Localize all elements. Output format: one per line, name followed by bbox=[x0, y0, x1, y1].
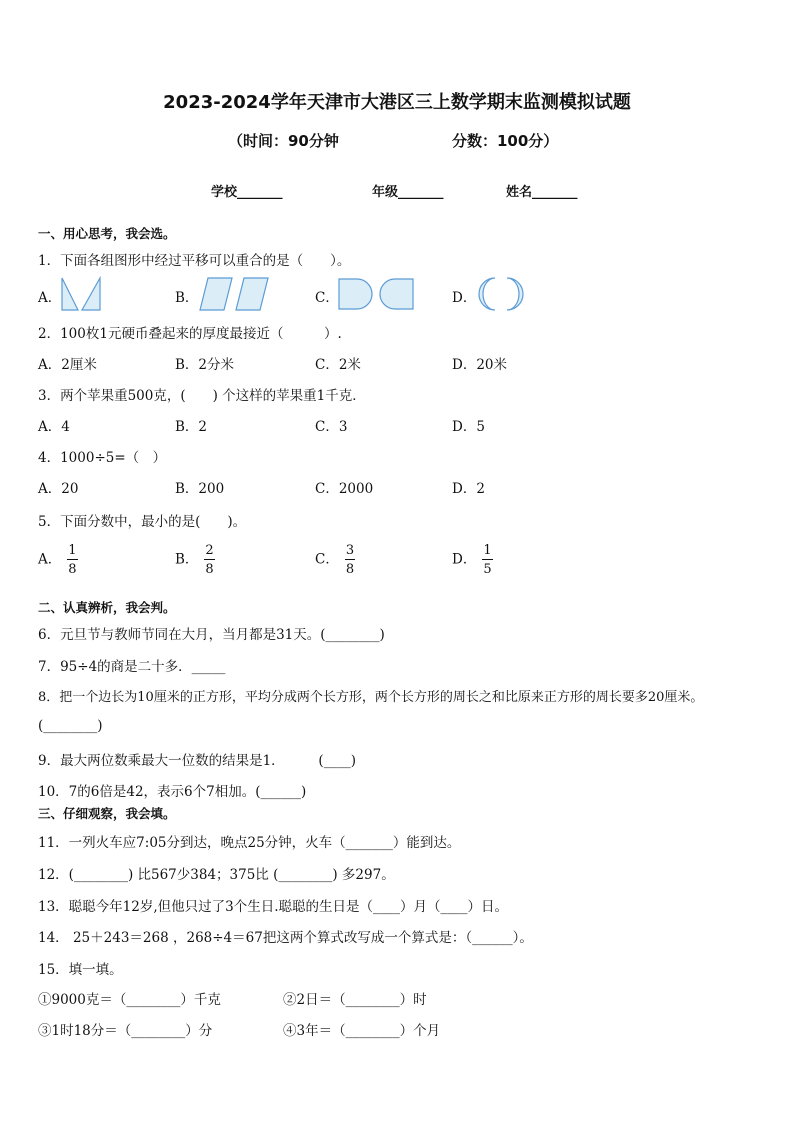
fill-item-3: ③1时18分＝（________）分 bbox=[38, 1023, 213, 1039]
fraction bbox=[204, 544, 214, 576]
exam-time: （时间：90分钟 bbox=[228, 132, 339, 150]
question-1: 1．下面各组图形中经过平移可以重合的是（ ）。 bbox=[38, 253, 351, 269]
question-9: 9．最大两位数乘最大一位数的结果是1． (____) bbox=[38, 753, 356, 769]
exam-score: 分数：100分） bbox=[452, 132, 559, 150]
option-label: A． bbox=[38, 290, 62, 306]
option-label: D． bbox=[452, 481, 477, 497]
fraction bbox=[482, 544, 492, 576]
option-text: 2 bbox=[198, 419, 208, 435]
option-label: A． bbox=[38, 481, 62, 497]
option-a bbox=[38, 477, 78, 497]
question-12: 12．(________) 比567少384；375比 (________) 多297。 bbox=[38, 867, 395, 883]
numerator: 1 bbox=[68, 543, 77, 558]
page-title: 2023-2024学年天津市大港区三上数学期末监测模拟试题 bbox=[163, 92, 631, 113]
option-c bbox=[315, 544, 355, 576]
option-b bbox=[175, 415, 207, 435]
option-text: 2厘米 bbox=[61, 357, 97, 373]
option-a bbox=[38, 353, 97, 373]
option-c bbox=[315, 415, 347, 435]
fill-item-4: ④3年＝（________）个月 bbox=[283, 1023, 441, 1039]
name-field: 姓名_______ bbox=[506, 185, 578, 200]
d-shapes-option-c bbox=[337, 277, 415, 311]
option-label: B． bbox=[175, 357, 199, 373]
option-d bbox=[452, 544, 493, 576]
question-4: 4．1000÷5=（ ） bbox=[38, 450, 167, 466]
option-d bbox=[452, 477, 485, 497]
question-14: 14． 25＋243＝268 ，268÷4＝67把这两个算式改写成一个算式是：（______）。 bbox=[38, 930, 533, 946]
denominator: 8 bbox=[205, 562, 214, 577]
question-2: 2．100枚1元硬币叠起来的厚度最接近（ ）. bbox=[38, 326, 342, 342]
option-b bbox=[175, 353, 234, 373]
section-heading: 二、认真辨析，我会判。 bbox=[38, 600, 176, 615]
fill-item-1: ①9000克＝（________）千克 bbox=[38, 992, 221, 1008]
option-d bbox=[452, 353, 507, 373]
option-b bbox=[175, 477, 224, 497]
question-15: 15．填一填。 bbox=[38, 962, 123, 978]
question-11: 11．一列火车应7:05分到达，晚点25分钟，火车（_______）能到达。 bbox=[38, 835, 461, 851]
option-a bbox=[38, 415, 70, 435]
denominator: 8 bbox=[345, 562, 355, 577]
parallelograms-shape-option-b bbox=[198, 276, 270, 312]
numerator: 2 bbox=[205, 543, 214, 558]
option-label: B． bbox=[175, 481, 199, 497]
fraction bbox=[67, 544, 77, 576]
option-d bbox=[452, 415, 485, 435]
question-6: 6．元旦节与教师节同在大月，当月都是31天。(________) bbox=[38, 627, 385, 643]
option-b bbox=[175, 544, 215, 576]
fraction bbox=[345, 544, 355, 576]
option-text: 4 bbox=[61, 419, 70, 435]
grade-field: 年级_______ bbox=[372, 185, 444, 200]
question-5: 5．下面分数中，最小的是( )。 bbox=[38, 514, 247, 530]
option-label: A． bbox=[38, 419, 62, 435]
option-label: A． bbox=[38, 357, 62, 373]
option-label: B． bbox=[175, 290, 199, 306]
question-8: 8．把一个边长为10厘米的正方形，平均分成两个长方形，两个长方形的周长之和比原来正方形的周长要多20厘米。 bbox=[38, 690, 704, 705]
question-10: 10．7的6倍是42，表示6个7相加。(______) bbox=[38, 784, 307, 800]
option-text: 200 bbox=[198, 481, 225, 497]
option-label: C． bbox=[315, 290, 339, 306]
section-heading: 三、仔细观察，我会填。 bbox=[38, 806, 176, 821]
option-label: C． bbox=[315, 481, 339, 497]
option-label: D． bbox=[452, 290, 477, 306]
option-c bbox=[315, 353, 361, 373]
section-heading: 一、用心思考，我会选。 bbox=[38, 226, 176, 241]
option-label: D． bbox=[452, 419, 477, 435]
option-label: B． bbox=[175, 419, 199, 435]
option-label: B． bbox=[175, 551, 199, 568]
denominator: 5 bbox=[483, 562, 492, 577]
numerator: 3 bbox=[345, 543, 355, 558]
option-a bbox=[38, 544, 78, 576]
option-text: 2000 bbox=[338, 481, 374, 497]
option-label: D． bbox=[452, 551, 477, 568]
option-label: C． bbox=[315, 357, 339, 373]
option-text: 2米 bbox=[338, 357, 361, 373]
triangles-shape-option-a bbox=[60, 276, 102, 312]
option-text: 2分米 bbox=[198, 357, 235, 373]
option-label: C． bbox=[315, 551, 339, 568]
option-text: 20 bbox=[61, 481, 79, 497]
option-label: C． bbox=[315, 419, 339, 435]
question-13: 13．聪聪今年12岁,但他只过了3个生日.聪聪的生日是（____）月（____）日。 bbox=[38, 899, 509, 915]
crescents-shape-option-d bbox=[475, 276, 527, 312]
question-8-blank: (________) bbox=[38, 718, 103, 734]
option-c bbox=[315, 477, 373, 497]
question-3: 3．两个苹果重500克，( ) 个这样的苹果重1千克． bbox=[38, 388, 366, 404]
option-text: 20米 bbox=[476, 357, 508, 373]
option-text: 3 bbox=[338, 419, 348, 435]
option-text: 5 bbox=[476, 419, 485, 435]
option-label: D． bbox=[452, 357, 477, 373]
fill-item-2: ②2日＝（________）时 bbox=[283, 992, 427, 1008]
denominator: 8 bbox=[68, 562, 77, 577]
option-label: A． bbox=[38, 551, 62, 568]
question-7: 7．95÷4的商是二十多．_____ bbox=[38, 659, 226, 675]
option-text: 2 bbox=[476, 481, 485, 497]
school-field: 学校_______ bbox=[211, 185, 283, 200]
numerator: 1 bbox=[483, 543, 492, 558]
